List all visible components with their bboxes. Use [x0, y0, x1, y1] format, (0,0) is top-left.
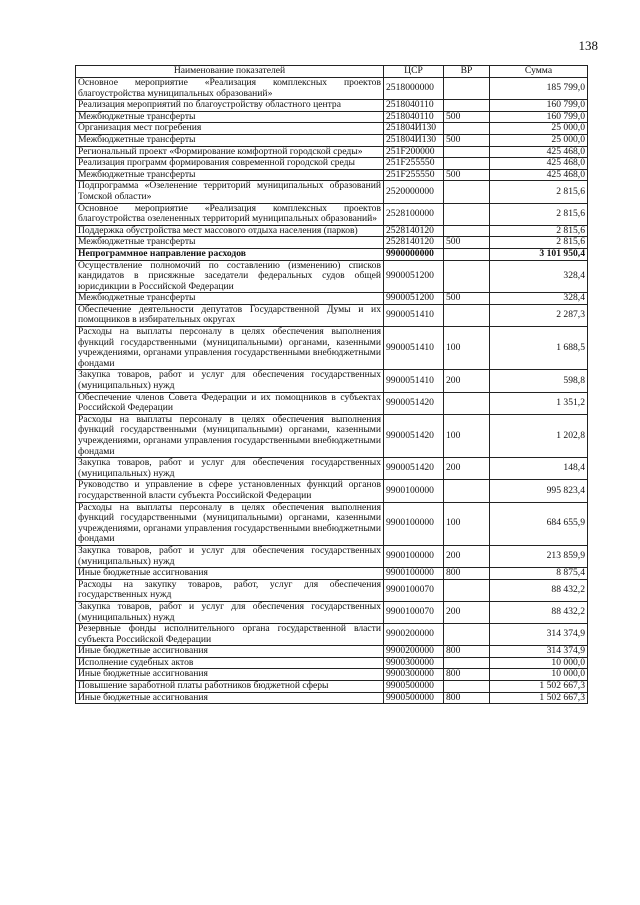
- table-row: [76, 123, 588, 135]
- row-csr-cell: 2520000000: [384, 181, 444, 203]
- row-vr-cell: [444, 579, 490, 601]
- row-sum-cell: 160 799,0: [490, 111, 588, 123]
- row-vr-cell: 200: [444, 545, 490, 567]
- row-name-cell: Расходы на выплаты персоналу в целях обеспечения выполнения функций государственными (муниципальными) органами, казенными учреждениями, органами управления государственными внебюджетными фондами: [76, 414, 384, 457]
- row-sum-cell: 425 468,0: [490, 169, 588, 181]
- row-sum-cell: 425 468,0: [490, 158, 588, 170]
- row-name-cell: Организация мест погребения: [76, 123, 384, 135]
- table-row: [76, 480, 588, 502]
- table-body: [76, 78, 588, 704]
- row-name-cell: Основное мероприятие «Реализация комплексных проектов благоустройства озелененных территорий муниципальных образований»: [76, 203, 384, 225]
- table-row: [76, 568, 588, 580]
- row-name-cell: Основное мероприятие «Реализация комплексных проектов благоустройства муниципальных образований»: [76, 78, 384, 100]
- row-csr-cell: 9900200000: [384, 646, 444, 658]
- row-csr-cell: 9900300000: [384, 669, 444, 681]
- row-csr-cell: 2518040110: [384, 100, 444, 112]
- row-sum-cell: 598,8: [490, 370, 588, 392]
- row-csr-cell: 2518000000: [384, 78, 444, 100]
- row-csr-cell: 9900051420: [384, 392, 444, 414]
- table-row: [76, 293, 588, 305]
- row-name-cell: Руководство и управление в сфере установленных функций органов государственной власти субъекта Российской Федерации: [76, 480, 384, 502]
- row-name-cell: Межбюджетные трансферты: [76, 237, 384, 249]
- row-csr-cell: 9900051200: [384, 293, 444, 305]
- row-name-cell: Реализация программ формирования современной городской среды: [76, 158, 384, 170]
- row-sum-cell: 10 000,0: [490, 669, 588, 681]
- row-sum-cell: 88 432,2: [490, 601, 588, 623]
- row-vr-cell: 800: [444, 646, 490, 658]
- row-name-cell: Расходы на закупку товаров, работ, услуг для обеспечения государственных нужд: [76, 579, 384, 601]
- row-csr-cell: 9900051410: [384, 304, 444, 326]
- row-sum-cell: 2 287,3: [490, 304, 588, 326]
- row-name-cell: Иные бюджетные ассигнования: [76, 669, 384, 681]
- row-name-cell: Подпрограмма «Озеленение территорий муниципальных образований Томской области»: [76, 181, 384, 203]
- row-name-cell: Межбюджетные трансферты: [76, 169, 384, 181]
- row-name-cell: Региональный проект «Формирование комфортной городской среды»: [76, 146, 384, 158]
- page-number: 138: [578, 38, 598, 53]
- row-vr-cell: 200: [444, 601, 490, 623]
- row-sum-cell: 314 374,9: [490, 646, 588, 658]
- row-csr-cell: 9900300000: [384, 657, 444, 669]
- table-row: [76, 203, 588, 225]
- row-name-cell: Межбюджетные трансферты: [76, 293, 384, 305]
- row-vr-cell: [444, 260, 490, 293]
- row-name-cell: Межбюджетные трансферты: [76, 111, 384, 123]
- row-name-cell: Исполнение судебных актов: [76, 657, 384, 669]
- row-sum-cell: 2 815,6: [490, 181, 588, 203]
- row-name-cell: Закупка товаров, работ и услуг для обеспечения государственных (муниципальных) нужд: [76, 458, 384, 480]
- table-row: [76, 681, 588, 693]
- table-row: [76, 100, 588, 112]
- table-row: [76, 146, 588, 158]
- table-row: [76, 134, 588, 146]
- row-sum-cell: 1 502 667,3: [490, 692, 588, 704]
- header-sum: Сумма: [490, 66, 588, 78]
- row-sum-cell: 314 374,9: [490, 624, 588, 646]
- row-vr-cell: 500: [444, 237, 490, 249]
- row-sum-cell: 10 000,0: [490, 657, 588, 669]
- table-row: [76, 502, 588, 545]
- row-csr-cell: 251804И130: [384, 134, 444, 146]
- table-row: [76, 692, 588, 704]
- table-row: [76, 392, 588, 414]
- row-csr-cell: 9900500000: [384, 681, 444, 693]
- row-vr-cell: [444, 78, 490, 100]
- table-row: [76, 169, 588, 181]
- row-vr-cell: [444, 225, 490, 237]
- row-sum-cell: 995 823,4: [490, 480, 588, 502]
- row-vr-cell: [444, 248, 490, 260]
- table-row: [76, 158, 588, 170]
- row-name-cell: Реализация мероприятий по благоустройству областного центра: [76, 100, 384, 112]
- table-header-row: [76, 66, 588, 78]
- table-row: [76, 545, 588, 567]
- row-name-cell: Повышение заработной платы работников бюджетной сферы: [76, 681, 384, 693]
- row-sum-cell: 2 815,6: [490, 203, 588, 225]
- table-row: [76, 248, 588, 260]
- row-csr-cell: 9900051200: [384, 260, 444, 293]
- header-vr: ВР: [444, 66, 490, 78]
- row-name-cell: Осуществление полномочий по составлению (изменению) списков кандидатов в присяжные заседатели федеральных судов общей юрисдикции в Российской Федерации: [76, 260, 384, 293]
- row-sum-cell: 25 000,0: [490, 134, 588, 146]
- row-vr-cell: [444, 657, 490, 669]
- row-vr-cell: [444, 123, 490, 135]
- row-vr-cell: 100: [444, 414, 490, 457]
- row-csr-cell: 251804И130: [384, 123, 444, 135]
- row-csr-cell: 2528140120: [384, 225, 444, 237]
- table-row: [76, 669, 588, 681]
- row-csr-cell: 9900100000: [384, 568, 444, 580]
- row-csr-cell: 9900100000: [384, 502, 444, 545]
- row-vr-cell: [444, 392, 490, 414]
- row-vr-cell: [444, 304, 490, 326]
- row-vr-cell: 200: [444, 458, 490, 480]
- table-row: [76, 579, 588, 601]
- table-row: [76, 181, 588, 203]
- row-sum-cell: 25 000,0: [490, 123, 588, 135]
- row-name-cell: Непрограммное направление расходов: [76, 248, 384, 260]
- row-vr-cell: [444, 146, 490, 158]
- row-sum-cell: 328,4: [490, 293, 588, 305]
- row-csr-cell: 9900051410: [384, 370, 444, 392]
- header-name: Наименование показателей: [76, 66, 384, 78]
- row-vr-cell: 800: [444, 568, 490, 580]
- row-vr-cell: [444, 203, 490, 225]
- table-row: [76, 225, 588, 237]
- row-sum-cell: 148,4: [490, 458, 588, 480]
- row-csr-cell: 9900051420: [384, 414, 444, 457]
- table-row: [76, 624, 588, 646]
- table-row: [76, 657, 588, 669]
- row-name-cell: Иные бюджетные ассигнования: [76, 692, 384, 704]
- row-csr-cell: 9900100000: [384, 480, 444, 502]
- table-row: [76, 111, 588, 123]
- row-sum-cell: 425 468,0: [490, 146, 588, 158]
- row-name-cell: Межбюджетные трансферты: [76, 134, 384, 146]
- table-row: [76, 237, 588, 249]
- row-csr-cell: 9900100000: [384, 545, 444, 567]
- row-sum-cell: 684 655,9: [490, 502, 588, 545]
- row-vr-cell: [444, 681, 490, 693]
- row-vr-cell: 500: [444, 111, 490, 123]
- row-vr-cell: [444, 158, 490, 170]
- table-row: [76, 646, 588, 658]
- table-row: [76, 414, 588, 457]
- row-csr-cell: 9900200000: [384, 624, 444, 646]
- row-csr-cell: 9900000000: [384, 248, 444, 260]
- row-sum-cell: 213 859,9: [490, 545, 588, 567]
- row-sum-cell: 8 875,4: [490, 568, 588, 580]
- row-sum-cell: 3 101 950,4: [490, 248, 588, 260]
- row-csr-cell: 9900500000: [384, 692, 444, 704]
- table-row: [76, 260, 588, 293]
- row-sum-cell: 328,4: [490, 260, 588, 293]
- row-name-cell: Обеспечение членов Совета Федерации и их помощников в субъектах Российской Федерации: [76, 392, 384, 414]
- row-vr-cell: 800: [444, 692, 490, 704]
- row-vr-cell: 500: [444, 169, 490, 181]
- row-vr-cell: 500: [444, 134, 490, 146]
- row-name-cell: Закупка товаров, работ и услуг для обеспечения государственных (муниципальных) нужд: [76, 545, 384, 567]
- row-csr-cell: 251F255550: [384, 158, 444, 170]
- table-row: [76, 370, 588, 392]
- row-csr-cell: 2528100000: [384, 203, 444, 225]
- row-vr-cell: [444, 181, 490, 203]
- row-csr-cell: 9900051420: [384, 458, 444, 480]
- row-name-cell: Иные бюджетные ассигнования: [76, 568, 384, 580]
- table-row: [76, 327, 588, 370]
- table-row: [76, 601, 588, 623]
- row-name-cell: Поддержка обустройства мест массового отдыха населения (парков): [76, 225, 384, 237]
- row-vr-cell: [444, 624, 490, 646]
- row-sum-cell: 1 688,5: [490, 327, 588, 370]
- row-name-cell: Закупка товаров, работ и услуг для обеспечения государственных (муниципальных) нужд: [76, 601, 384, 623]
- row-name-cell: Резервные фонды исполнительного органа государственной власти субъекта Российской Федерации: [76, 624, 384, 646]
- row-name-cell: Обеспечение деятельности депутатов Государственной Думы и их помощников в избирательных округах: [76, 304, 384, 326]
- row-sum-cell: 2 815,6: [490, 237, 588, 249]
- row-sum-cell: 160 799,0: [490, 100, 588, 112]
- row-vr-cell: 100: [444, 502, 490, 545]
- row-sum-cell: 1 351,2: [490, 392, 588, 414]
- row-csr-cell: 2518040110: [384, 111, 444, 123]
- row-sum-cell: 1 502 667,3: [490, 681, 588, 693]
- table-row: [76, 78, 588, 100]
- row-name-cell: Иные бюджетные ассигнования: [76, 646, 384, 658]
- row-sum-cell: 1 202,8: [490, 414, 588, 457]
- row-sum-cell: 88 432,2: [490, 579, 588, 601]
- row-name-cell: Расходы на выплаты персоналу в целях обеспечения выполнения функций государственными (муниципальными) органами, казенными учреждениями, органами управления государственными внебюджетными фондами: [76, 327, 384, 370]
- row-vr-cell: [444, 480, 490, 502]
- row-csr-cell: 9900100070: [384, 579, 444, 601]
- header-csr: ЦСР: [384, 66, 444, 78]
- row-name-cell: Закупка товаров, работ и услуг для обеспечения государственных (муниципальных) нужд: [76, 370, 384, 392]
- row-csr-cell: 251F200000: [384, 146, 444, 158]
- budget-table: [75, 65, 588, 704]
- row-csr-cell: 2528140120: [384, 237, 444, 249]
- row-vr-cell: [444, 100, 490, 112]
- row-csr-cell: 251F255550: [384, 169, 444, 181]
- row-vr-cell: 100: [444, 327, 490, 370]
- row-vr-cell: 800: [444, 669, 490, 681]
- row-sum-cell: 185 799,0: [490, 78, 588, 100]
- table-row: [76, 304, 588, 326]
- row-vr-cell: 500: [444, 293, 490, 305]
- row-name-cell: Расходы на выплаты персоналу в целях обеспечения выполнения функций государственными (муниципальными) органами, казенными учреждениями, органами управления государственными внебюджетными фондами: [76, 502, 384, 545]
- row-vr-cell: 200: [444, 370, 490, 392]
- row-csr-cell: 9900100070: [384, 601, 444, 623]
- row-sum-cell: 2 815,6: [490, 225, 588, 237]
- table-row: [76, 458, 588, 480]
- row-csr-cell: 9900051410: [384, 327, 444, 370]
